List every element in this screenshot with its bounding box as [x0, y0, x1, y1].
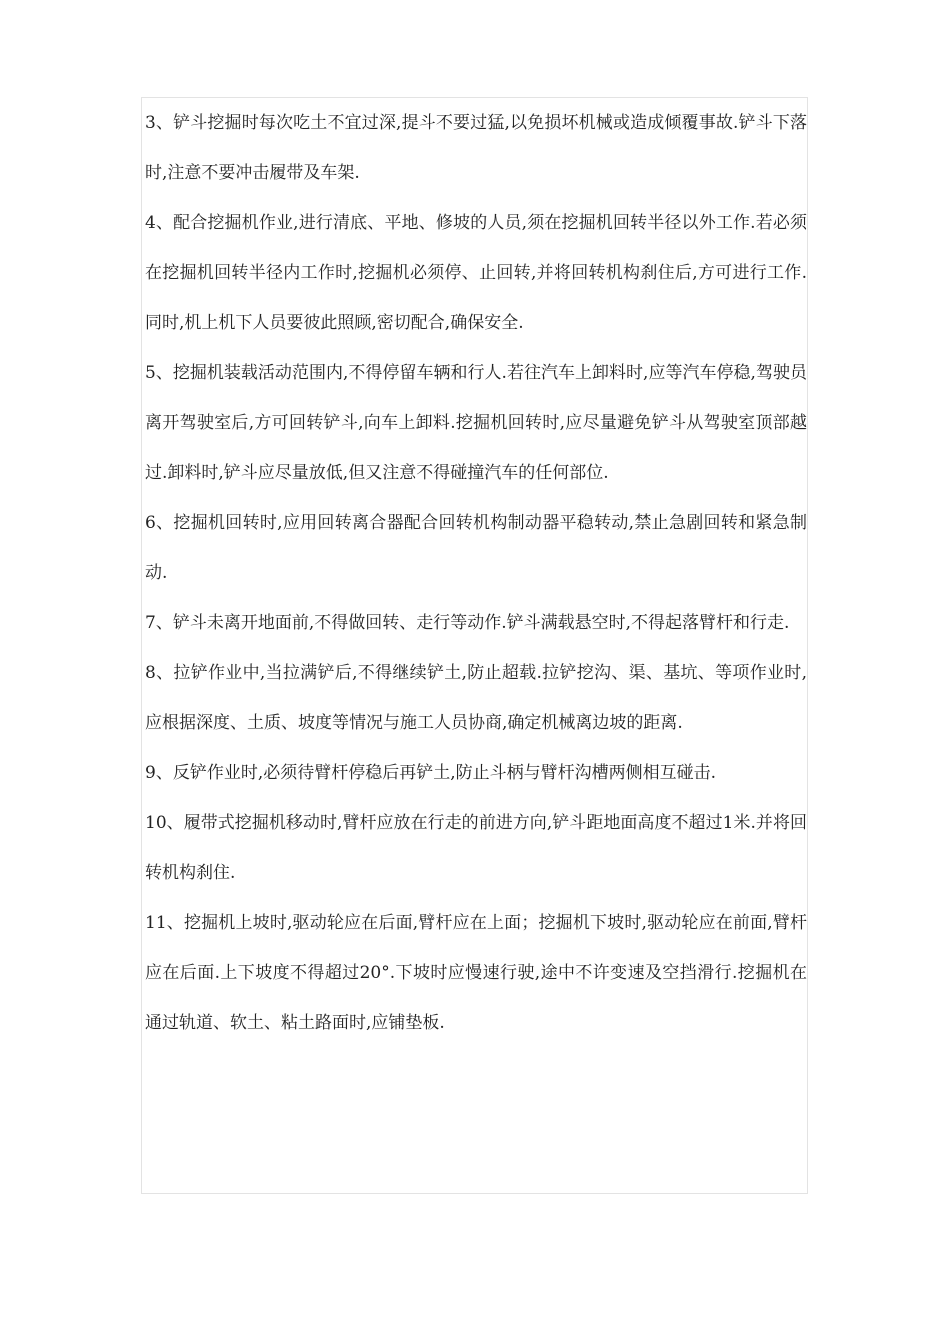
paragraph-item-10: 10、履带式挖掘机移动时,臂杆应放在行走的前进方向,铲斗距地面高度不超过1米.并将回转机构刹住. — [145, 813, 807, 883]
paragraph-item-9: 9、反铲作业时,必须待臂杆停稳后再铲土,防止斗柄与臂杆沟槽两侧相互碰击. — [145, 763, 717, 783]
paragraph-item-7: 7、铲斗未离开地面前,不得做回转、走行等动作.铲斗满载悬空时,不得起落臂杆和行走. — [145, 613, 790, 633]
paragraph-item-5: 5、挖掘机装载活动范围内,不得停留车辆和行人.若往汽车上卸料时,应等汽车停稳,驾驶员离开驾驶室后,方可回转铲斗,向车上卸料.挖掘机回转时,应尽量避免铲斗从驾驶室顶部越过.卸料时,铲斗应尽量放低,但又注意不得碰撞汽车的任何部位. — [145, 363, 807, 483]
paragraph-item-6: 6、挖掘机回转时,应用回转离合器配合回转机构制动器平稳转动,禁止急剧回转和紧急制动. — [145, 513, 807, 583]
paragraph-item-4: 4、配合挖掘机作业,进行清底、平地、修坡的人员,须在挖掘机回转半径以外工作.若必须在挖掘机回转半径内工作时,挖掘机必须停、止回转,并将回转机构刹住后,方可进行工作.同时,机上机下人员要彼此照顾,密切配合,确保安全. — [145, 213, 807, 333]
document-body — [145, 98, 807, 1048]
paragraph-item-8: 8、拉铲作业中,当拉满铲后,不得继续铲土,防止超载.拉铲挖沟、渠、基坑、等项作业时,应根据深度、土质、坡度等情况与施工人员协商,确定机械离边坡的距离. — [145, 663, 807, 733]
paragraph-item-3: 3、铲斗挖掘时每次吃土不宜过深,提斗不要过猛,以免损坏机械或造成倾覆事故.铲斗下落时,注意不要冲击履带及车架. — [145, 113, 807, 183]
paragraph-item-11: 11、挖掘机上坡时,驱动轮应在后面,臂杆应在上面；挖掘机下坡时,驱动轮应在前面,臂杆应在后面.上下坡度不得超过20°.下坡时应慢速行驶,途中不许变速及空挡滑行.挖掘机在通过轨道、软土、粘土路面时,应铺垫板. — [145, 913, 807, 1033]
